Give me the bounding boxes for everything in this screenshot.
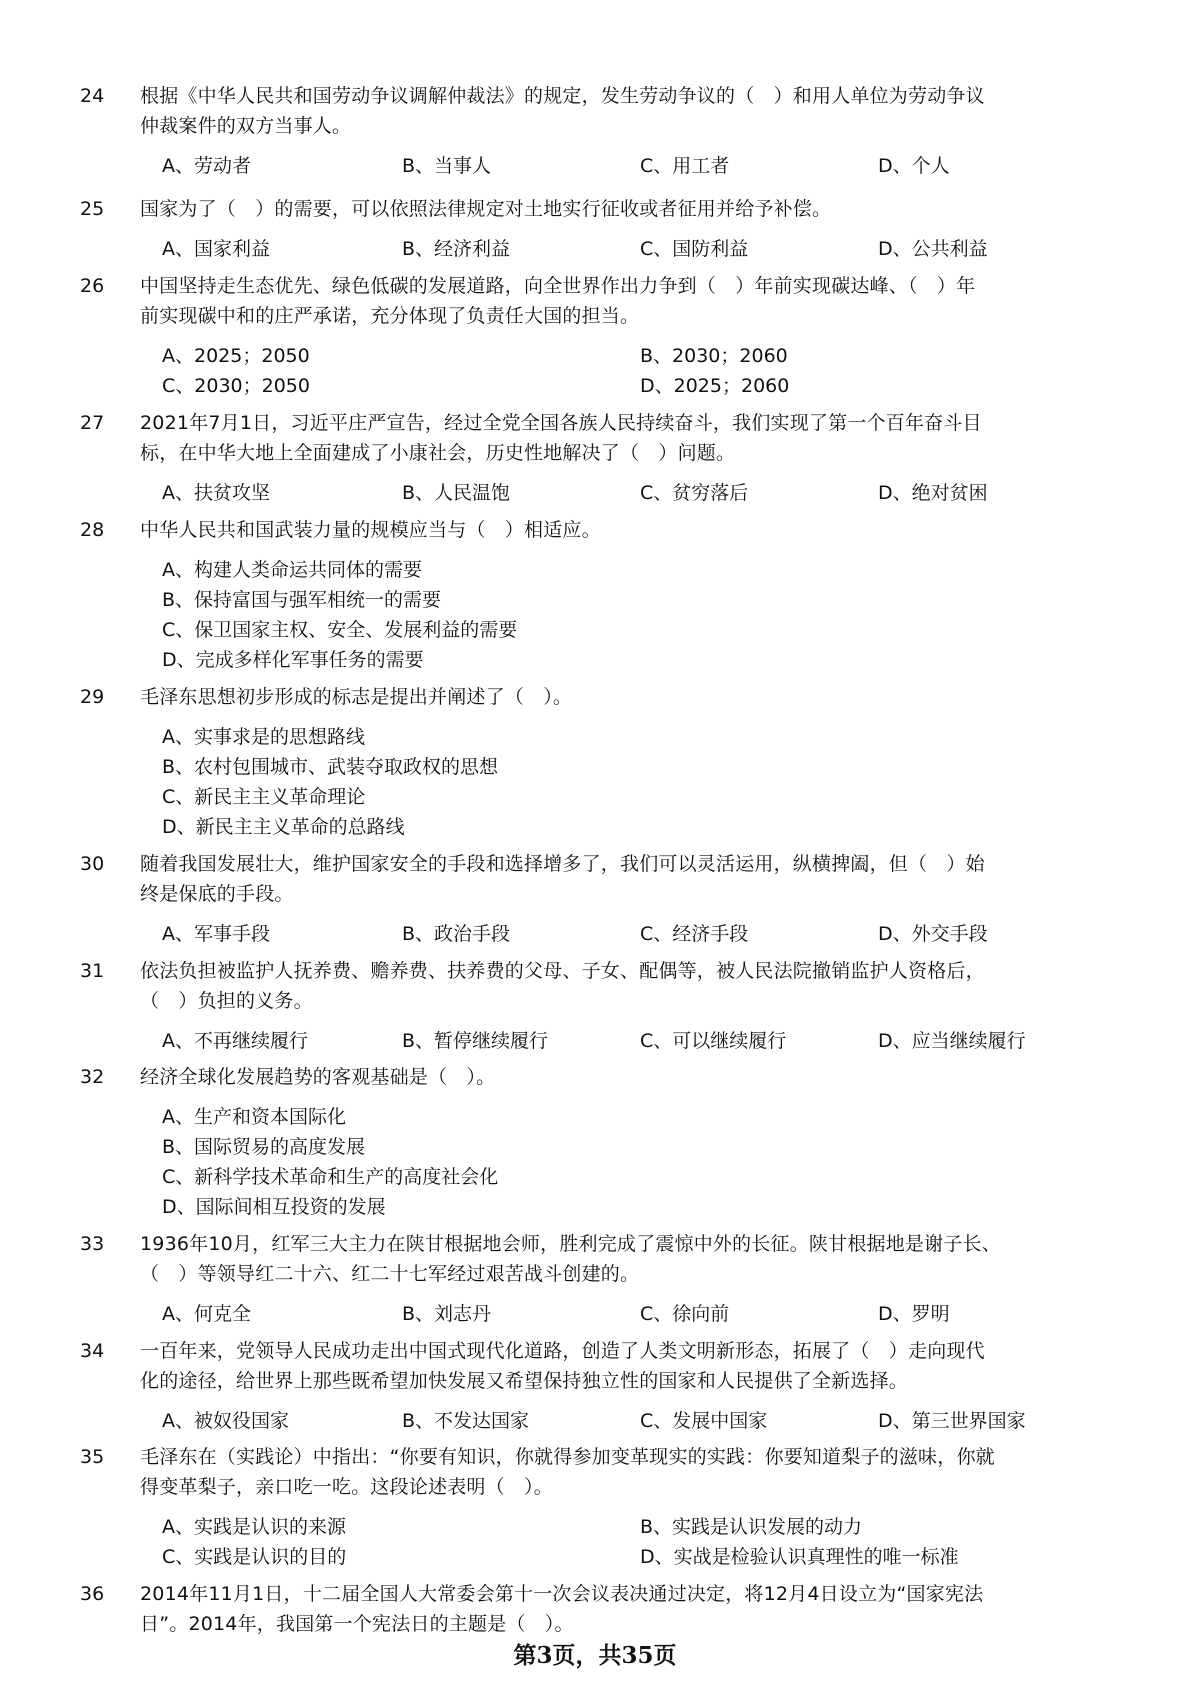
option-a[interactable]: A、实践是认识的来源 <box>162 1516 346 1538</box>
question-number: 36 <box>80 1583 105 1605</box>
question-number: 33 <box>80 1233 105 1255</box>
option-d[interactable]: D、第三世界国家 <box>878 1410 1026 1432</box>
option-d[interactable]: D、实战是检验认识真理性的唯一标准 <box>640 1546 959 1568</box>
option-c[interactable]: C、新民主主义革命理论 <box>162 786 366 808</box>
question-number: 34 <box>80 1340 105 1362</box>
question-text: 随着我国发展壮大，维护国家安全的手段和选择增多了，我们可以灵活运用，纵横捭阖，但（ ）始 终是保底的手段。 <box>140 853 985 905</box>
question-number: 32 <box>80 1066 105 1088</box>
option-a[interactable]: A、2025；2050 <box>162 345 310 367</box>
option-a[interactable]: A、构建人类命运共同体的需要 <box>162 559 422 581</box>
option-c[interactable]: C、国防利益 <box>640 238 749 260</box>
option-b[interactable]: B、国际贸易的高度发展 <box>162 1136 366 1158</box>
question-text: 中国坚持走生态优先、绿色低碳的发展道路，向全世界作出力争到（ ）年前实现碳达峰、（ ）年 前实现碳中和的庄严承诺，充分体现了负责任大国的担当。 <box>140 275 976 327</box>
option-c[interactable]: C、徐向前 <box>640 1303 730 1325</box>
option-b[interactable]: B、人民温饱 <box>402 482 511 504</box>
option-d[interactable]: D、国际间相互投资的发展 <box>162 1196 386 1218</box>
option-a[interactable]: A、生产和资本国际化 <box>162 1106 346 1128</box>
question-number: 24 <box>80 85 105 107</box>
option-d[interactable]: D、外交手段 <box>878 923 988 945</box>
question-text: 经济全球化发展趋势的客观基础是（ ）。 <box>140 1066 496 1088</box>
question-text: 1936年10月，红军三大主力在陕甘根据地会师，胜利完成了震惊中外的长征。陕甘根据地是谢子长、 （ ）等领导红二十六、红二十七军经过艰苦战斗创建的。 <box>140 1233 1001 1285</box>
question-number: 31 <box>80 960 105 982</box>
option-a[interactable]: A、国家利益 <box>162 238 270 260</box>
option-d[interactable]: D、新民主主义革命的总路线 <box>162 816 405 838</box>
question-number: 30 <box>80 853 105 875</box>
option-a[interactable]: A、不再继续履行 <box>162 1030 308 1052</box>
option-a[interactable]: A、劳动者 <box>162 155 251 177</box>
option-b[interactable]: B、暂停继续履行 <box>402 1030 549 1052</box>
option-a[interactable]: A、军事手段 <box>162 923 270 945</box>
question-number: 26 <box>80 275 105 297</box>
option-d[interactable]: D、公共利益 <box>878 238 988 260</box>
question-number: 28 <box>80 519 105 541</box>
question-text: 中华人民共和国武装力量的规模应当与（ ）相适应。 <box>140 519 601 541</box>
option-b[interactable]: B、不发达国家 <box>402 1410 530 1432</box>
option-b[interactable]: B、保持富国与强军相统一的需要 <box>162 589 442 611</box>
question-number: 25 <box>80 198 105 220</box>
option-a[interactable]: A、被奴役国家 <box>162 1410 289 1432</box>
option-d[interactable]: D、个人 <box>878 155 950 177</box>
question-text: 2014年11月1日，十二届全国人大常委会第十一次会议表决通过决定，将12月4日设立为“国家宪法 日”。2014年，我国第一个宪法日的主题是（ ）。 <box>140 1583 984 1635</box>
option-c[interactable]: C、贫穷落后 <box>640 482 749 504</box>
option-b[interactable]: B、实践是认识发展的动力 <box>640 1516 863 1538</box>
option-b[interactable]: B、刘志丹 <box>402 1303 492 1325</box>
option-c[interactable]: C、2030；2050 <box>162 375 310 397</box>
option-d[interactable]: D、2025；2060 <box>640 375 790 397</box>
question-number: 35 <box>80 1446 105 1468</box>
question-text: 根据《中华人民共和国劳动争议调解仲裁法》的规定，发生劳动争议的（ ）和用人单位为劳动争议 仲裁案件的双方当事人。 <box>140 85 985 137</box>
question-text: 国家为了（ ）的需要，可以依照法律规定对土地实行征收或者征用并给予补偿。 <box>140 198 832 220</box>
option-b[interactable]: B、政治手段 <box>402 923 511 945</box>
option-a[interactable]: A、扶贫攻坚 <box>162 482 270 504</box>
question-number: 27 <box>80 412 105 434</box>
option-c[interactable]: C、保卫国家主权、安全、发展利益的需要 <box>162 619 518 641</box>
option-c[interactable]: C、经济手段 <box>640 923 749 945</box>
option-c[interactable]: C、发展中国家 <box>640 1410 768 1432</box>
option-d[interactable]: D、罗明 <box>878 1303 950 1325</box>
question-text: 一百年来，党领导人民成功走出中国式现代化道路，创造了人类文明新形态，拓展了（ ）走向现代 化的途径，给世界上那些既希望加快发展又希望保持独立性的国家和人民提供了全新选择。 <box>140 1340 985 1392</box>
option-b[interactable]: B、当事人 <box>402 155 492 177</box>
option-d[interactable]: D、绝对贫困 <box>878 482 988 504</box>
option-c[interactable]: C、新科学技术革命和生产的高度社会化 <box>162 1166 499 1188</box>
option-c[interactable]: C、用工者 <box>640 155 730 177</box>
option-c[interactable]: C、可以继续履行 <box>640 1030 787 1052</box>
question-text: 依法负担被监护人抚养费、赡养费、扶养费的父母、子女、配偶等，被人民法院撤销监护人资格后， （ ）负担的义务。 <box>140 960 985 1012</box>
option-b[interactable]: B、经济利益 <box>402 238 511 260</box>
option-d[interactable]: D、应当继续履行 <box>878 1030 1026 1052</box>
question-text: 毛泽东思想初步形成的标志是提出并阐述了（ ）。 <box>140 686 573 708</box>
option-c[interactable]: C、实践是认识的目的 <box>162 1546 347 1568</box>
question-text: 毛泽东在（实践论）中指出：“你要有知识，你就得参加变革现实的实践：你要知道梨子的滋味，你就 得变革梨子，亲口吃一吃。这段论述表明（ ）。 <box>140 1446 995 1498</box>
option-b[interactable]: B、农村包围城市、武装夺取政权的思想 <box>162 756 499 778</box>
option-a[interactable]: A、何克全 <box>162 1303 251 1325</box>
question-text: 2021年7月1日，习近平庄严宣告，经过全党全国各族人民持续奋斗，我们实现了第一个百年奋斗目 标，在中华大地上全面建成了小康社会，历史性地解决了（ ）问题。 <box>140 412 982 464</box>
question-number: 29 <box>80 686 105 708</box>
option-d[interactable]: D、完成多样化军事任务的需要 <box>162 649 424 671</box>
page-footer: 第3页，共35页 <box>513 1642 677 1669</box>
option-a[interactable]: A、实事求是的思想路线 <box>162 726 365 748</box>
option-b[interactable]: B、2030；2060 <box>640 345 788 367</box>
